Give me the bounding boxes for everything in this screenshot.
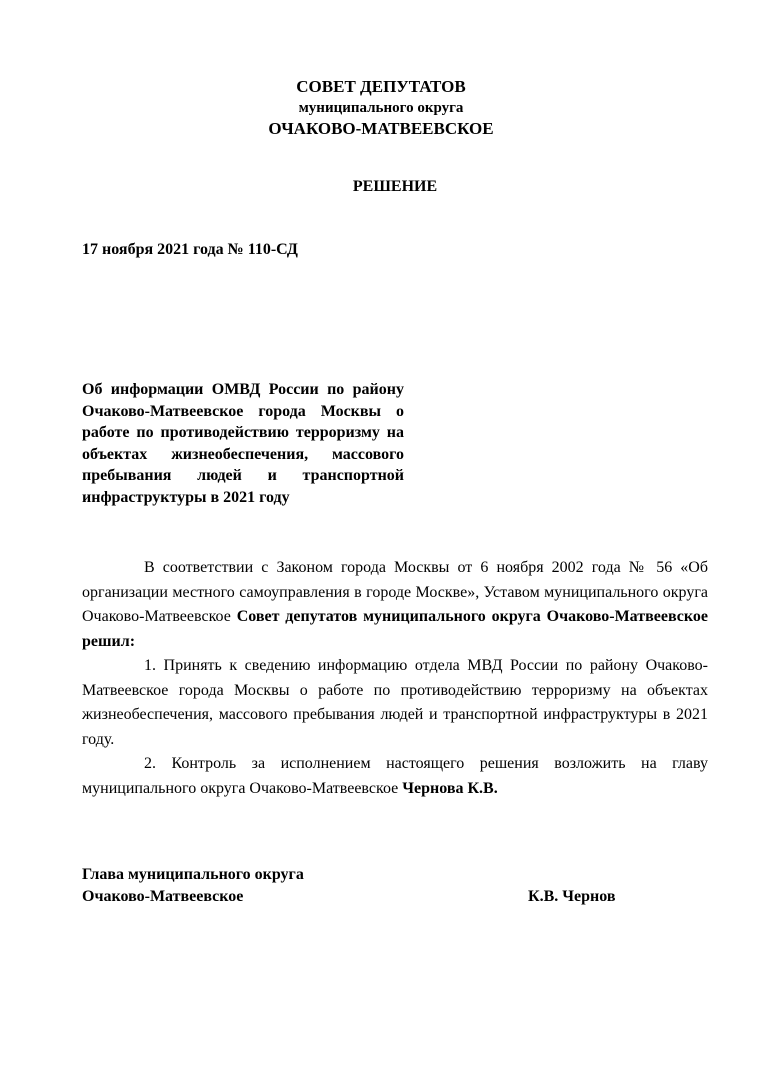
district-name: ОЧАКОВО-МАТВЕЕВСКОЕ [268, 119, 494, 138]
signature-name: К.В. Чернов [528, 888, 616, 905]
council-subtitle: муниципального округа [298, 100, 464, 116]
preamble-text: В соответствии с Законом города Москвы от 6 ноября 2002 года № 56 «Об организации местного самоуправления в городе Москве», Уставом муниципального округа Очаково-Матвеевское [82, 559, 708, 625]
council-name: СОВЕТ ДЕПУТАТОВ [296, 77, 466, 96]
item-2-person: Чернова К.В. [402, 779, 498, 797]
decision-item-1: 1. Принять к сведению информацию отдела МВД России по району Очаково-Матвеевское города Москвы о работе по противодействию терроризму на объектах жизнеобеспечения, массового пребывания людей и транспортной инфраструктуры в 2021 году. [82, 657, 708, 748]
date-and-number: 17 ноября 2021 года № 110-СД [82, 241, 298, 258]
preamble-resolution: Совет депутатов муниципального округа Очаково-Матвеевское решил: [82, 608, 709, 650]
preamble-paragraph [82, 556, 708, 654]
document-header [0, 76, 762, 140]
decision-item-2 [82, 752, 708, 801]
decision-body [82, 556, 708, 801]
decision-subject: Об информации ОМВД России по району Очаково-Матвеевское города Москвы о работе по противодействию терроризму на объектах жизнеобеспечения, массового пребывания людей и транспортной инфраструктуры в 2021 году [82, 381, 404, 506]
document-type: РЕШЕНИЕ [352, 178, 438, 195]
signature-title-line-2: Очаково-Матвеевское [82, 888, 244, 905]
item-2-text: 2. Контроль за исполнением настоящего решения возложить на главу муниципального округа Очаково-Матвеевское [82, 755, 708, 797]
signature-title-line-1: Глава муниципального округа [82, 866, 304, 883]
